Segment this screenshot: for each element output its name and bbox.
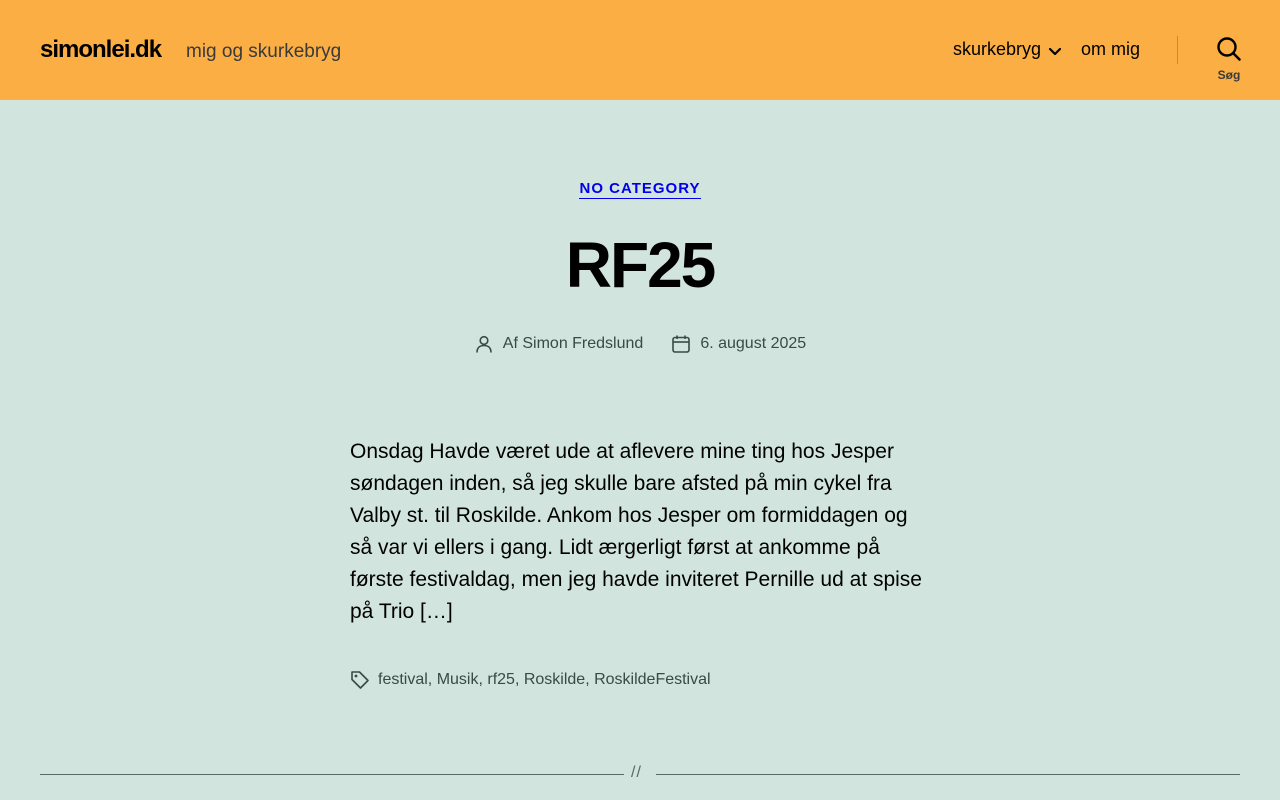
post-tags bbox=[350, 670, 711, 690]
nav-item-label: skurkebryg bbox=[953, 39, 1042, 59]
nav-item-skurkebryg[interactable] bbox=[953, 39, 1063, 60]
post-title[interactable]: RF25 bbox=[565, 229, 715, 301]
site-title-link[interactable]: simonlei.dk bbox=[40, 36, 162, 63]
post-date bbox=[671, 334, 806, 354]
post-author bbox=[474, 334, 644, 354]
nav-item-om-mig[interactable] bbox=[1081, 39, 1140, 60]
separator-line bbox=[656, 774, 1240, 775]
post-meta bbox=[0, 334, 1280, 354]
tag-link[interactable]: Musik bbox=[436, 671, 479, 688]
author-link[interactable]: Af Simon Fredslund bbox=[502, 335, 644, 352]
user-icon bbox=[474, 334, 494, 354]
category-link[interactable]: NO CATEGORY bbox=[579, 180, 701, 197]
search-icon bbox=[1216, 36, 1242, 62]
separator-slashes: // bbox=[631, 764, 642, 781]
post-excerpt: Onsdag Havde været ude at aflevere mine ting hos Jesper søndagen inden, så jeg skulle bare afsted på min cykel fra Valby st. til Roskilde. Ankom hos Jesper om formiddagen og så var vi ellers i gang. Lidt ærgerligt først at ankomme på første festivaldag, men jeg havde inviteret Pernille ud at spise på Trio […] bbox=[350, 440, 922, 623]
nav-item-label: om mig bbox=[1081, 39, 1141, 59]
tag-link[interactable]: Roskilde bbox=[523, 671, 586, 688]
tag-separator: , bbox=[514, 671, 524, 688]
tag-separator: , bbox=[585, 671, 595, 688]
tag-icon bbox=[350, 670, 370, 690]
chevron-down-icon[interactable] bbox=[1047, 43, 1063, 59]
search-toggle-button[interactable] bbox=[1204, 36, 1254, 88]
post-separator bbox=[40, 764, 1240, 784]
tag-link[interactable]: RoskildeFestival bbox=[594, 671, 711, 688]
tag-separator: , bbox=[427, 671, 437, 688]
calendar-icon bbox=[671, 334, 691, 354]
site-header bbox=[0, 0, 1280, 100]
tag-link[interactable]: rf25 bbox=[487, 671, 515, 688]
post-category bbox=[0, 180, 1280, 198]
search-label: Søg bbox=[1217, 68, 1241, 82]
site-description: mig og skurkebryg bbox=[186, 41, 342, 62]
header-divider bbox=[1177, 36, 1178, 64]
date-link[interactable]: 6. august 2025 bbox=[700, 335, 807, 352]
tag-separator: , bbox=[478, 671, 488, 688]
separator-line bbox=[40, 774, 624, 775]
tag-link[interactable]: festival bbox=[378, 671, 428, 688]
